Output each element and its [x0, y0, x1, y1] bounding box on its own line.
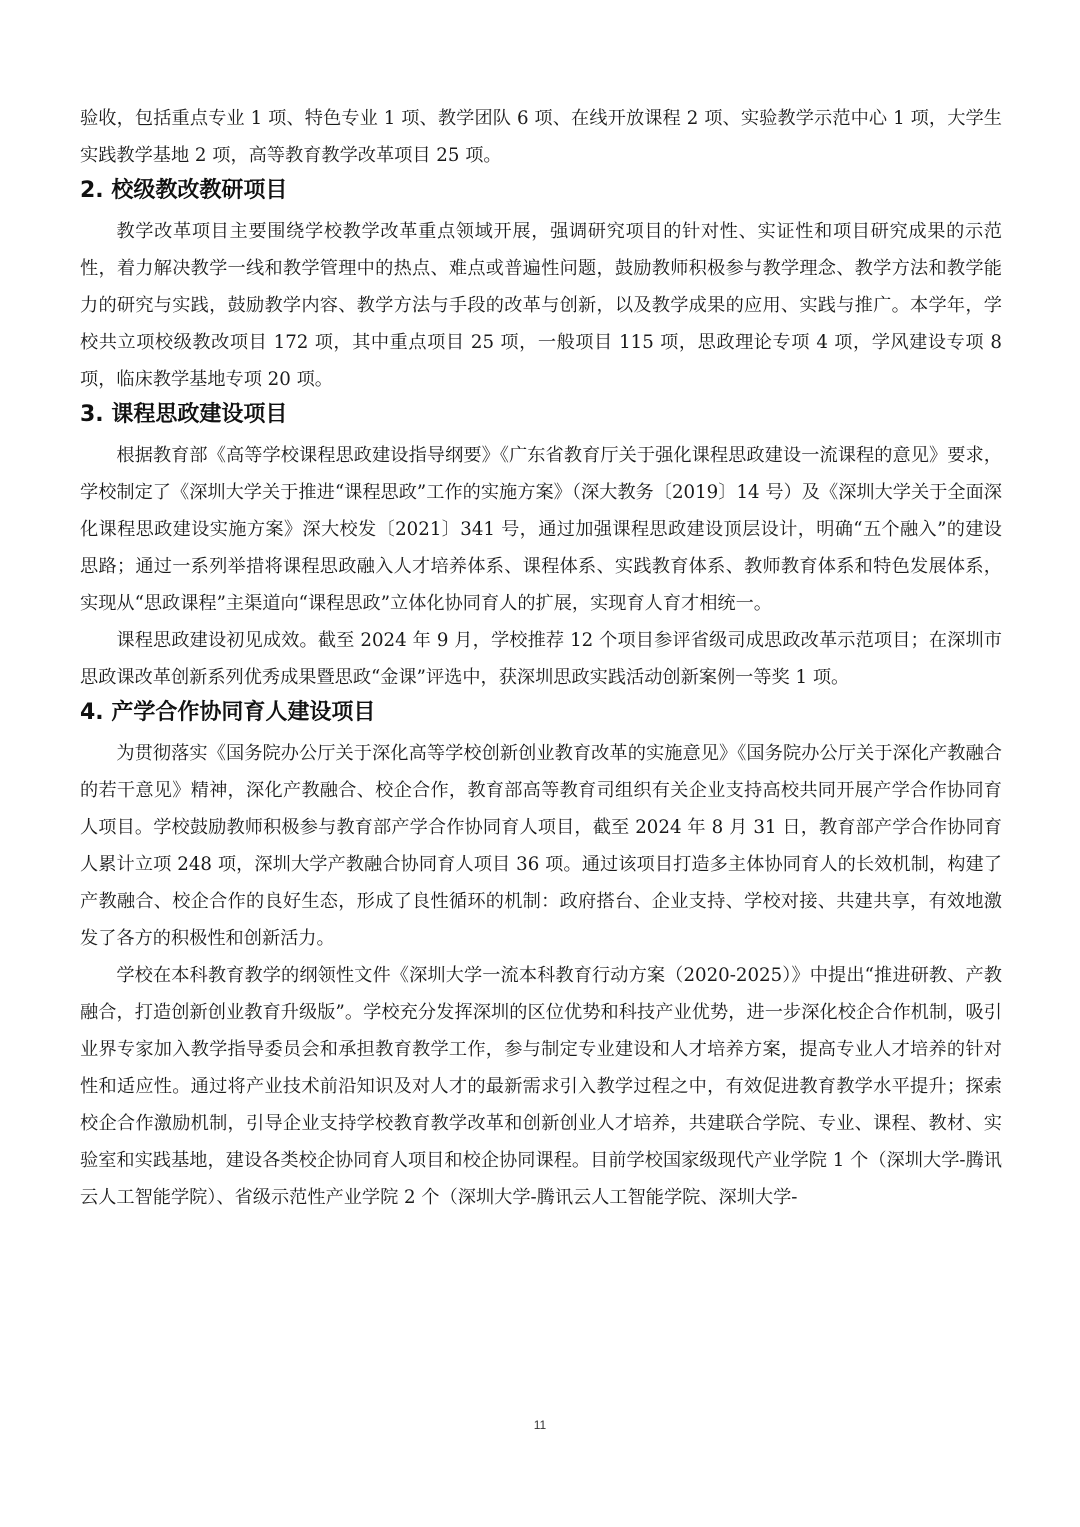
paragraph-industry-cooperation-actions: 学校在本科教育教学的纲领性文件《深圳大学一流本科教育行动方案（2020-2025）》中提出“推进研教、产教融合，打造创新创业教育升级版”。学校充分发挥深圳的区位优势和科技产业优势，进一步深化校企合作机制，吸引业界专家加入教学指导委员会和承担教育教学工作，参与制定专业建设和人才培养方案，提高专业人才培养的针对性和适应性。通过将产业技术前沿知识及对人才的最新需求引入教学过程之中，有效促进教育教学水平提升；探索校企合作激励机制，引导企业支持学校教育教学改革和创新创业人才培养，共建联合学院、专业、课程、教材、实验室和实践基地，建设各类校企协同育人项目和校企协同课程。目前学校国家级现代产业学院 1 个（深圳大学-腾讯云人工智能学院）、省级示范性产业学院 2 个（深圳大学-腾讯云人工智能学院、深圳大学- — [80, 965, 1002, 1208]
heading-industry-cooperation: 4. 产学合作协同育人建设项目 — [80, 700, 376, 725]
paragraph-teaching-reform: 教学改革项目主要围绕学校教学改革重点领域开展，强调研究项目的针对性、实证性和项目研究成果的示范性，着力解决教学一线和教学管理中的热点、难点或普遍性问题，鼓励教师积极参与教学理念、教学方法和教学能力的研究与实践，鼓励教学内容、教学方法与手段的改革与创新，以及教学成果的应用、实践与推广。本学年，学校共立项校级教改项目 172 项，其中重点项目 25 项，一般项目 115 项，思政理论专项 4 项，学风建设专项 8 项，临床教学基地专项 20 项。 — [80, 221, 1002, 390]
paragraph-acceptance-summary: 验收，包括重点专业 1 项、特色专业 1 项、教学团队 6 项、在线开放课程 2 项、实验教学示范中心 1 项，大学生实践教学基地 2 项，高等教育教学改革项目 25 项。 — [80, 108, 1002, 166]
heading-course-ideology: 3. 课程思政建设项目 — [80, 402, 288, 427]
page-number: 11 — [533, 1418, 547, 1432]
paragraph-course-ideology-results: 课程思政建设初见成效。截至 2024 年 9 月，学校推荐 12 个项目参评省级司成思政改革示范项目；在深圳市思政课改革创新系列优秀成果暨思政“金课”评选中，获深圳思政实践活动创新案例一等奖 1 项。 — [80, 630, 1002, 688]
heading-school-teaching-reform: 2. 校级教改教研项目 — [80, 178, 288, 203]
document-page — [80, 100, 1002, 1216]
paragraph-industry-cooperation-policy: 为贯彻落实《国务院办公厅关于深化高等学校创新创业教育改革的实施意见》《国务院办公厅关于深化产教融合的若干意见》精神，深化产教融合、校企合作，教育部高等教育司组织有关企业支持高校共同开展产学合作协同育人项目。学校鼓励教师积极参与教育部产学合作协同育人项目，截至 2024 年 8 月 31 日，教育部产学合作协同育人累计立项 248 项，深圳大学产教融合协同育人项目 36 项。通过该项目打造多主体协同育人的长效机制，构建了产教融合、校企合作的良好生态，形成了良性循环的机制：政府搭台、企业支持、学校对接、共建共享，有效地激发了各方的积极性和创新活力。 — [80, 743, 1002, 949]
paragraph-course-ideology-policy: 根据教育部《高等学校课程思政建设指导纲要》《广东省教育厅关于强化课程思政建设一流课程的意见》要求，学校制定了《深圳大学关于推进“课程思政”工作的实施方案》（深大教务〔2019〕14 号）及《深圳大学关于全面深化课程思政建设实施方案》深大校发〔2021〕341 号，通过加强课程思政建设顶层设计，明确“五个融入”的建设思路；通过一系列举措将课程思政融入人才培养体系、课程体系、实践教育体系、教师教育体系和特色发展体系，实现从“思政课程”主渠道向“课程思政”立体化协同育人的扩展，实现育人育才相统一。 — [80, 445, 1002, 614]
